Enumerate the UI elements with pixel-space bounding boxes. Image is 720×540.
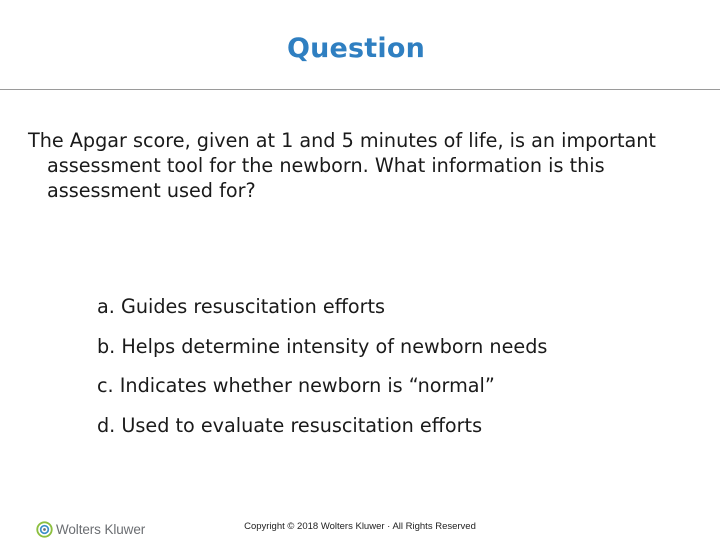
- answer-option-b: b. Helps determine intensity of newborn needs: [97, 334, 548, 358]
- answer-options: [97, 294, 697, 452]
- slide-title: Question: [286, 33, 426, 64]
- brand-name: Wolters Kluwer: [56, 521, 146, 537]
- answer-option-a: a. Guides resuscitation efforts: [97, 295, 386, 318]
- answer-option-d: d. Used to evaluate resuscitation efforts: [97, 413, 483, 437]
- title-divider: [0, 89, 720, 90]
- answer-option-c: c. Indicates whether newborn is “normal”: [97, 374, 495, 397]
- copyright-notice: Copyright © 2018 Wolters Kluwer · All Rights Reserved: [244, 521, 476, 532]
- question-text: The Apgar score, given at 1 and 5 minutes of life, is an important assessment tool for the newborn. What information is this assessment used for?: [28, 129, 656, 202]
